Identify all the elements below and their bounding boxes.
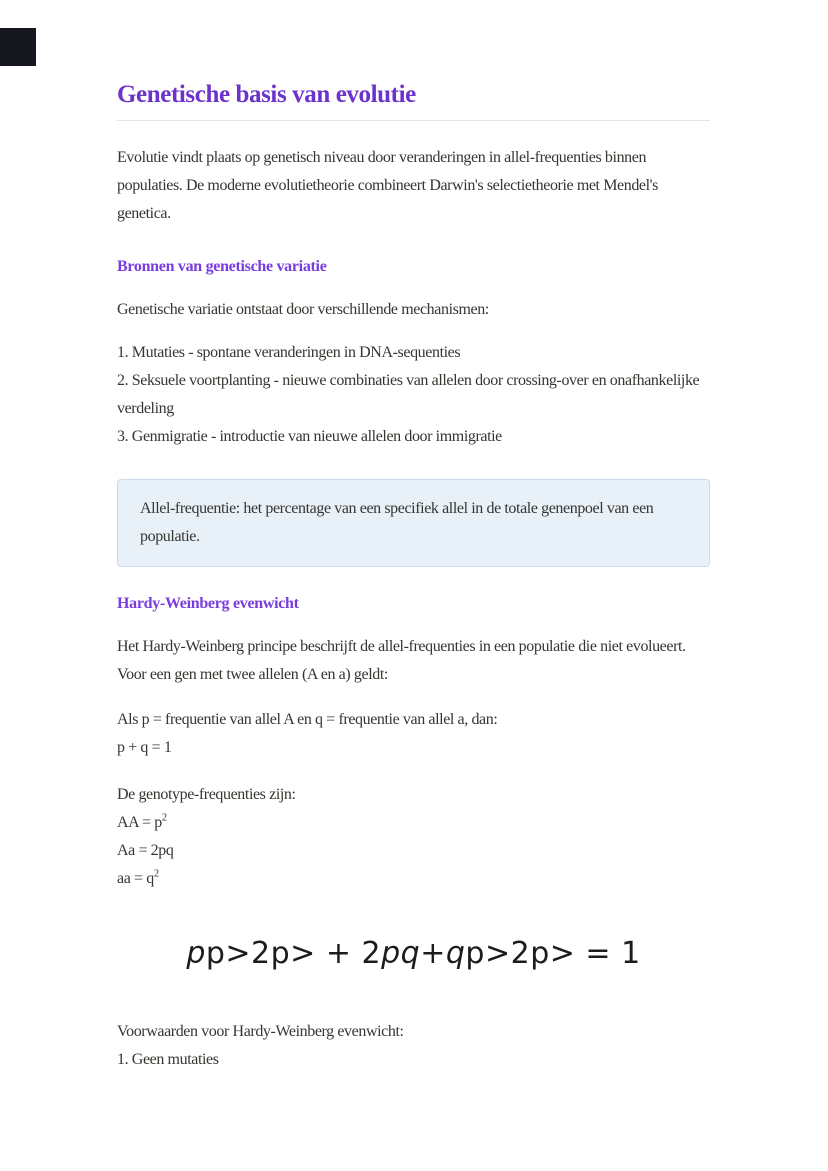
genotype-block	[117, 781, 710, 893]
heading-genetic-variation: Bronnen van genetische variatie	[117, 258, 327, 275]
genotype-line-aa: aa = $q^2$	[117, 868, 159, 887]
conditions-heading: Voorwaarden voor Hardy-Weinberg evenwicht:	[117, 1023, 404, 1040]
dark-corner-fragment	[0, 28, 36, 66]
hw-intro-paragraph: Het Hardy-Weinberg principe beschrijft de allel-frequenties in een populatie die niet evolueert. Voor een gen met twee allelen (A en a) geldt:	[117, 638, 686, 683]
variation-lead: Genetische variatie ontstaat door verschillende mechanismen:	[117, 301, 489, 318]
genotype-intro: De genotype-frequenties zijn:	[117, 786, 296, 803]
callout-text: Allel-frequentie: het percentage van een specifiek allel in de totale genenpoel van een populatie.	[140, 500, 654, 545]
page-title: Genetische basis van evolutie	[117, 81, 416, 108]
list-item-voortplanting: 2. Seksuele voortplanting - nieuwe combinaties van allelen door crossing-over en onafhankelijke verdeling	[117, 372, 700, 417]
genotype-line-AA: AA = $p^2$	[117, 812, 167, 831]
list-item-genmigratie: 3. Genmigratie - introductie van nieuwe allelen door immigratie	[117, 428, 502, 445]
hw-frequency-line: Als p = frequentie van allel A en q = frequentie van allel a, dan:	[117, 711, 498, 728]
hw-frequency-block	[117, 706, 710, 762]
hardy-weinberg-formula-image: p p>2 p> + 2 p q + q p>2 p> = 1	[186, 935, 641, 971]
definition-callout	[117, 479, 710, 567]
intro-paragraph: Evolutie vindt plaats op genetisch niveau door veranderingen in allel-frequenties binnen populaties. De moderne evolutietheorie combineert Darwin's selectietheorie met Mendel's genetica.	[117, 149, 658, 222]
numbered-list	[117, 339, 710, 451]
genotype-line-Aa: Aa = 2pq	[117, 842, 174, 859]
title-divider	[117, 120, 710, 121]
hw-frequency-equation: p + q = 1	[117, 739, 172, 756]
document-content	[117, 0, 710, 1074]
conditions-item-1: 1. Geen mutaties	[117, 1051, 219, 1068]
list-item-mutaties: 1. Mutaties - spontane veranderingen in DNA-sequenties	[117, 344, 461, 361]
heading-hardy-weinberg: Hardy-Weinberg evenwicht	[117, 595, 299, 612]
